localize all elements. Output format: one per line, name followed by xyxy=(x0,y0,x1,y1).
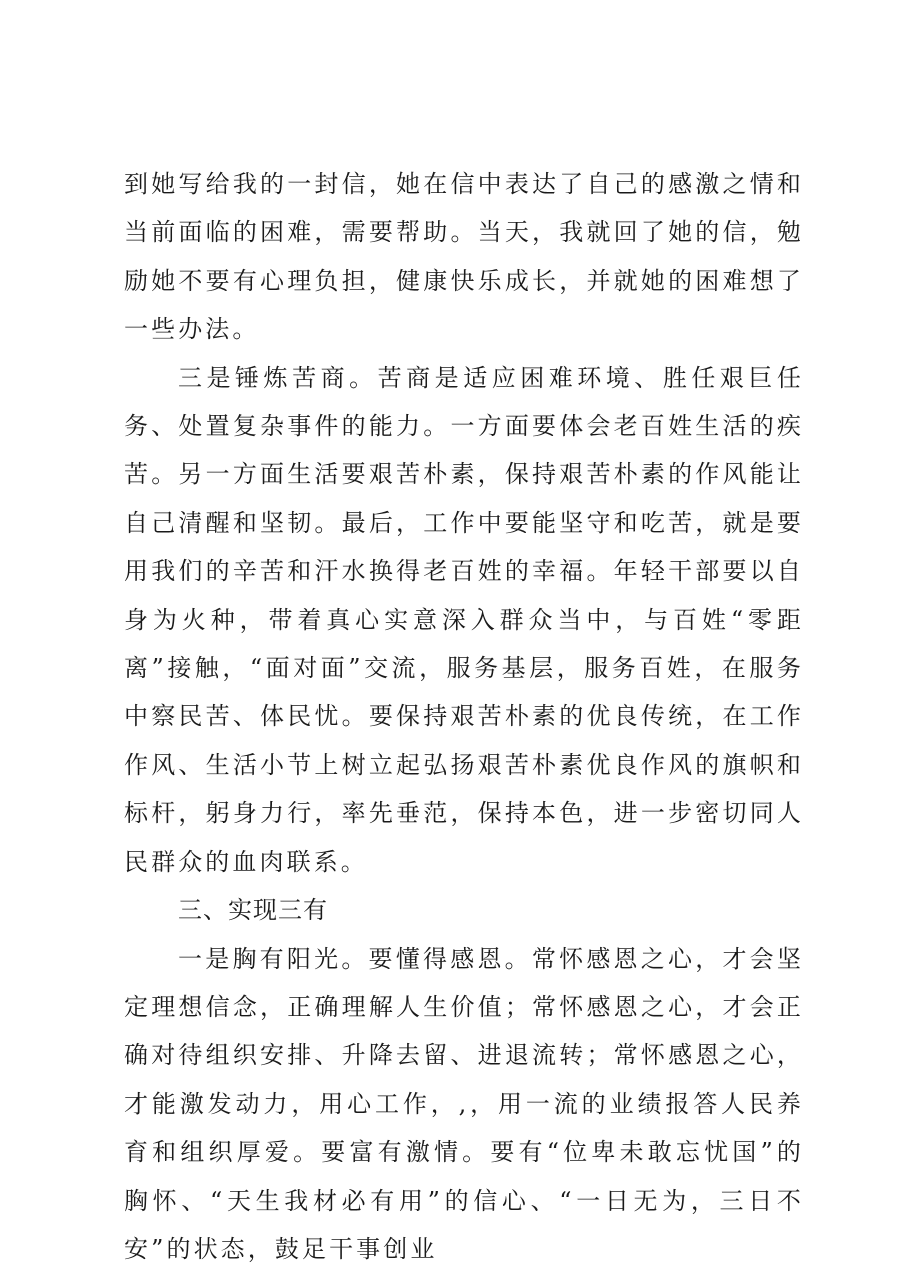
paragraph-three-refine-hardship: 三是锤炼苦商。苦商是适应困难环境、胜任艰巨任务、处置复杂事件的能力。一方面要体会老百姓生活的疾苦。另一方面生活要艰苦朴素，保持艰苦朴素的作风能让自己清醒和坚韧。最后，工作中要能坚守和吃苦，就是要用我们的辛苦和汗水换得老百姓的幸福。年轻干部要以自身为火种，带着真心实意深入群众当中，与百姓“零距离”接触，“面对面”交流，服务基层，服务百姓，在服务中察民苦、体民忧。要保持艰苦朴素的优良传统，在工作作风、生活小节上树立起弘扬艰苦朴素优良作风的旗帜和标杆，躬身力行，率先垂范，保持本色，进一步密切同人民群众的血肉联系。 xyxy=(124,363,804,876)
section-heading: 三、实现三有 xyxy=(178,896,328,925)
paragraph-one-sunshine: 一是胸有阳光。要懂得感恩。常怀感恩之心，才会坚定理想信念，正确理解人生价值；常怀感恩之心，才会正确对待组织安排、升降去留、进退流转；常怀感恩之心，才能激发动力，用心工作，,，用一流的业绩报答人民养育和组织厚爱。要富有激情。要有“位卑未敢忘忧国”的胸怀、“天生我材必有用”的信心、“一日无为，三日不安”的状态，鼓足干事创业 xyxy=(124,944,804,1263)
paragraph-continuation: 到她写给我的一封信，她在信中表达了自己的感激之情和当前面临的困难，需要帮助。当天，我就回了她的信，勉励她不要有心理负担，健康快乐成长，并就她的困难想了一些办法。 xyxy=(124,170,804,344)
document-body xyxy=(124,160,804,1273)
